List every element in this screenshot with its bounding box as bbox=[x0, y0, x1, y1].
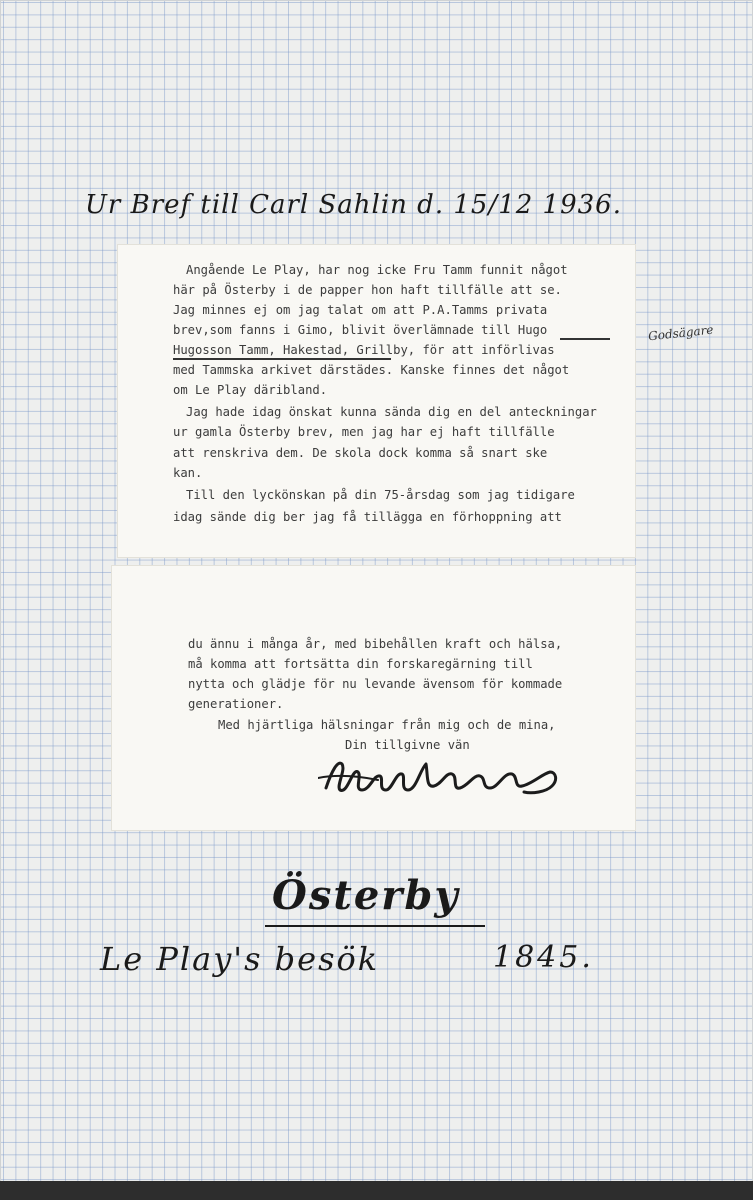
title-underline bbox=[265, 925, 485, 927]
clip1-line: Till den lyckönskan på din 75-årsdag som jag tidigare bbox=[186, 488, 575, 502]
handwritten-subtitle: Le Play's besök bbox=[100, 940, 380, 978]
clip1-line: om Le Play däribland. bbox=[173, 383, 328, 397]
clip1-line: Jag hade idag önskat kunna sända dig en del anteckningar bbox=[186, 405, 597, 419]
clip2-line: nytta och glädje för nu levande ävensom för kommade bbox=[188, 677, 563, 691]
clip2-line: må komma att fortsätta din forskaregärning till bbox=[188, 657, 533, 671]
clip1-line: Angående Le Play, har nog icke Fru Tamm funnit något bbox=[186, 263, 568, 277]
clip1-line: brev,som fanns i Gimo, blivit överlämnade till Hugo bbox=[173, 323, 548, 337]
signature bbox=[318, 750, 578, 800]
underline bbox=[560, 338, 610, 340]
clip1-line: Jag minnes ej om jag talat om att P.A.Tamms privata bbox=[173, 303, 548, 317]
handwritten-title: Österby bbox=[272, 872, 460, 919]
margin-note: Godsägare bbox=[647, 322, 715, 344]
clip1-line: idag sände dig ber jag få tillägga en förhoppning att bbox=[173, 510, 562, 524]
clip1-line: med Tammska arkivet därstädes. Kanske finnes det något bbox=[173, 363, 570, 377]
underline bbox=[173, 358, 391, 360]
clip1-line: här på Österby i de papper hon haft tillfälle att se. bbox=[173, 283, 562, 297]
clip1-line: Hugosson Tamm, Hakestad, Grillby, för att införlivas bbox=[173, 343, 555, 357]
clip2-line: Din tillgivne vän bbox=[345, 738, 470, 752]
handwritten-header: Ur Bref till Carl Sahlin d. 15/12 1936. bbox=[85, 190, 622, 220]
clip1-line: kan. bbox=[173, 466, 203, 480]
scan-border bbox=[0, 1181, 753, 1200]
handwritten-year: 1845. bbox=[493, 940, 594, 975]
clip2-line: du ännu i många år, med bibehållen kraft och hälsa, bbox=[188, 637, 563, 651]
clip1-line: ur gamla Österby brev, men jag har ej haft tillfälle bbox=[173, 425, 555, 439]
clip1-line: att renskriva dem. De skola dock komma så snart ske bbox=[173, 446, 548, 460]
clip2-line: generationer. bbox=[188, 697, 284, 711]
clip2-line: Med hjärtliga hälsningar från mig och de mina, bbox=[218, 718, 556, 732]
